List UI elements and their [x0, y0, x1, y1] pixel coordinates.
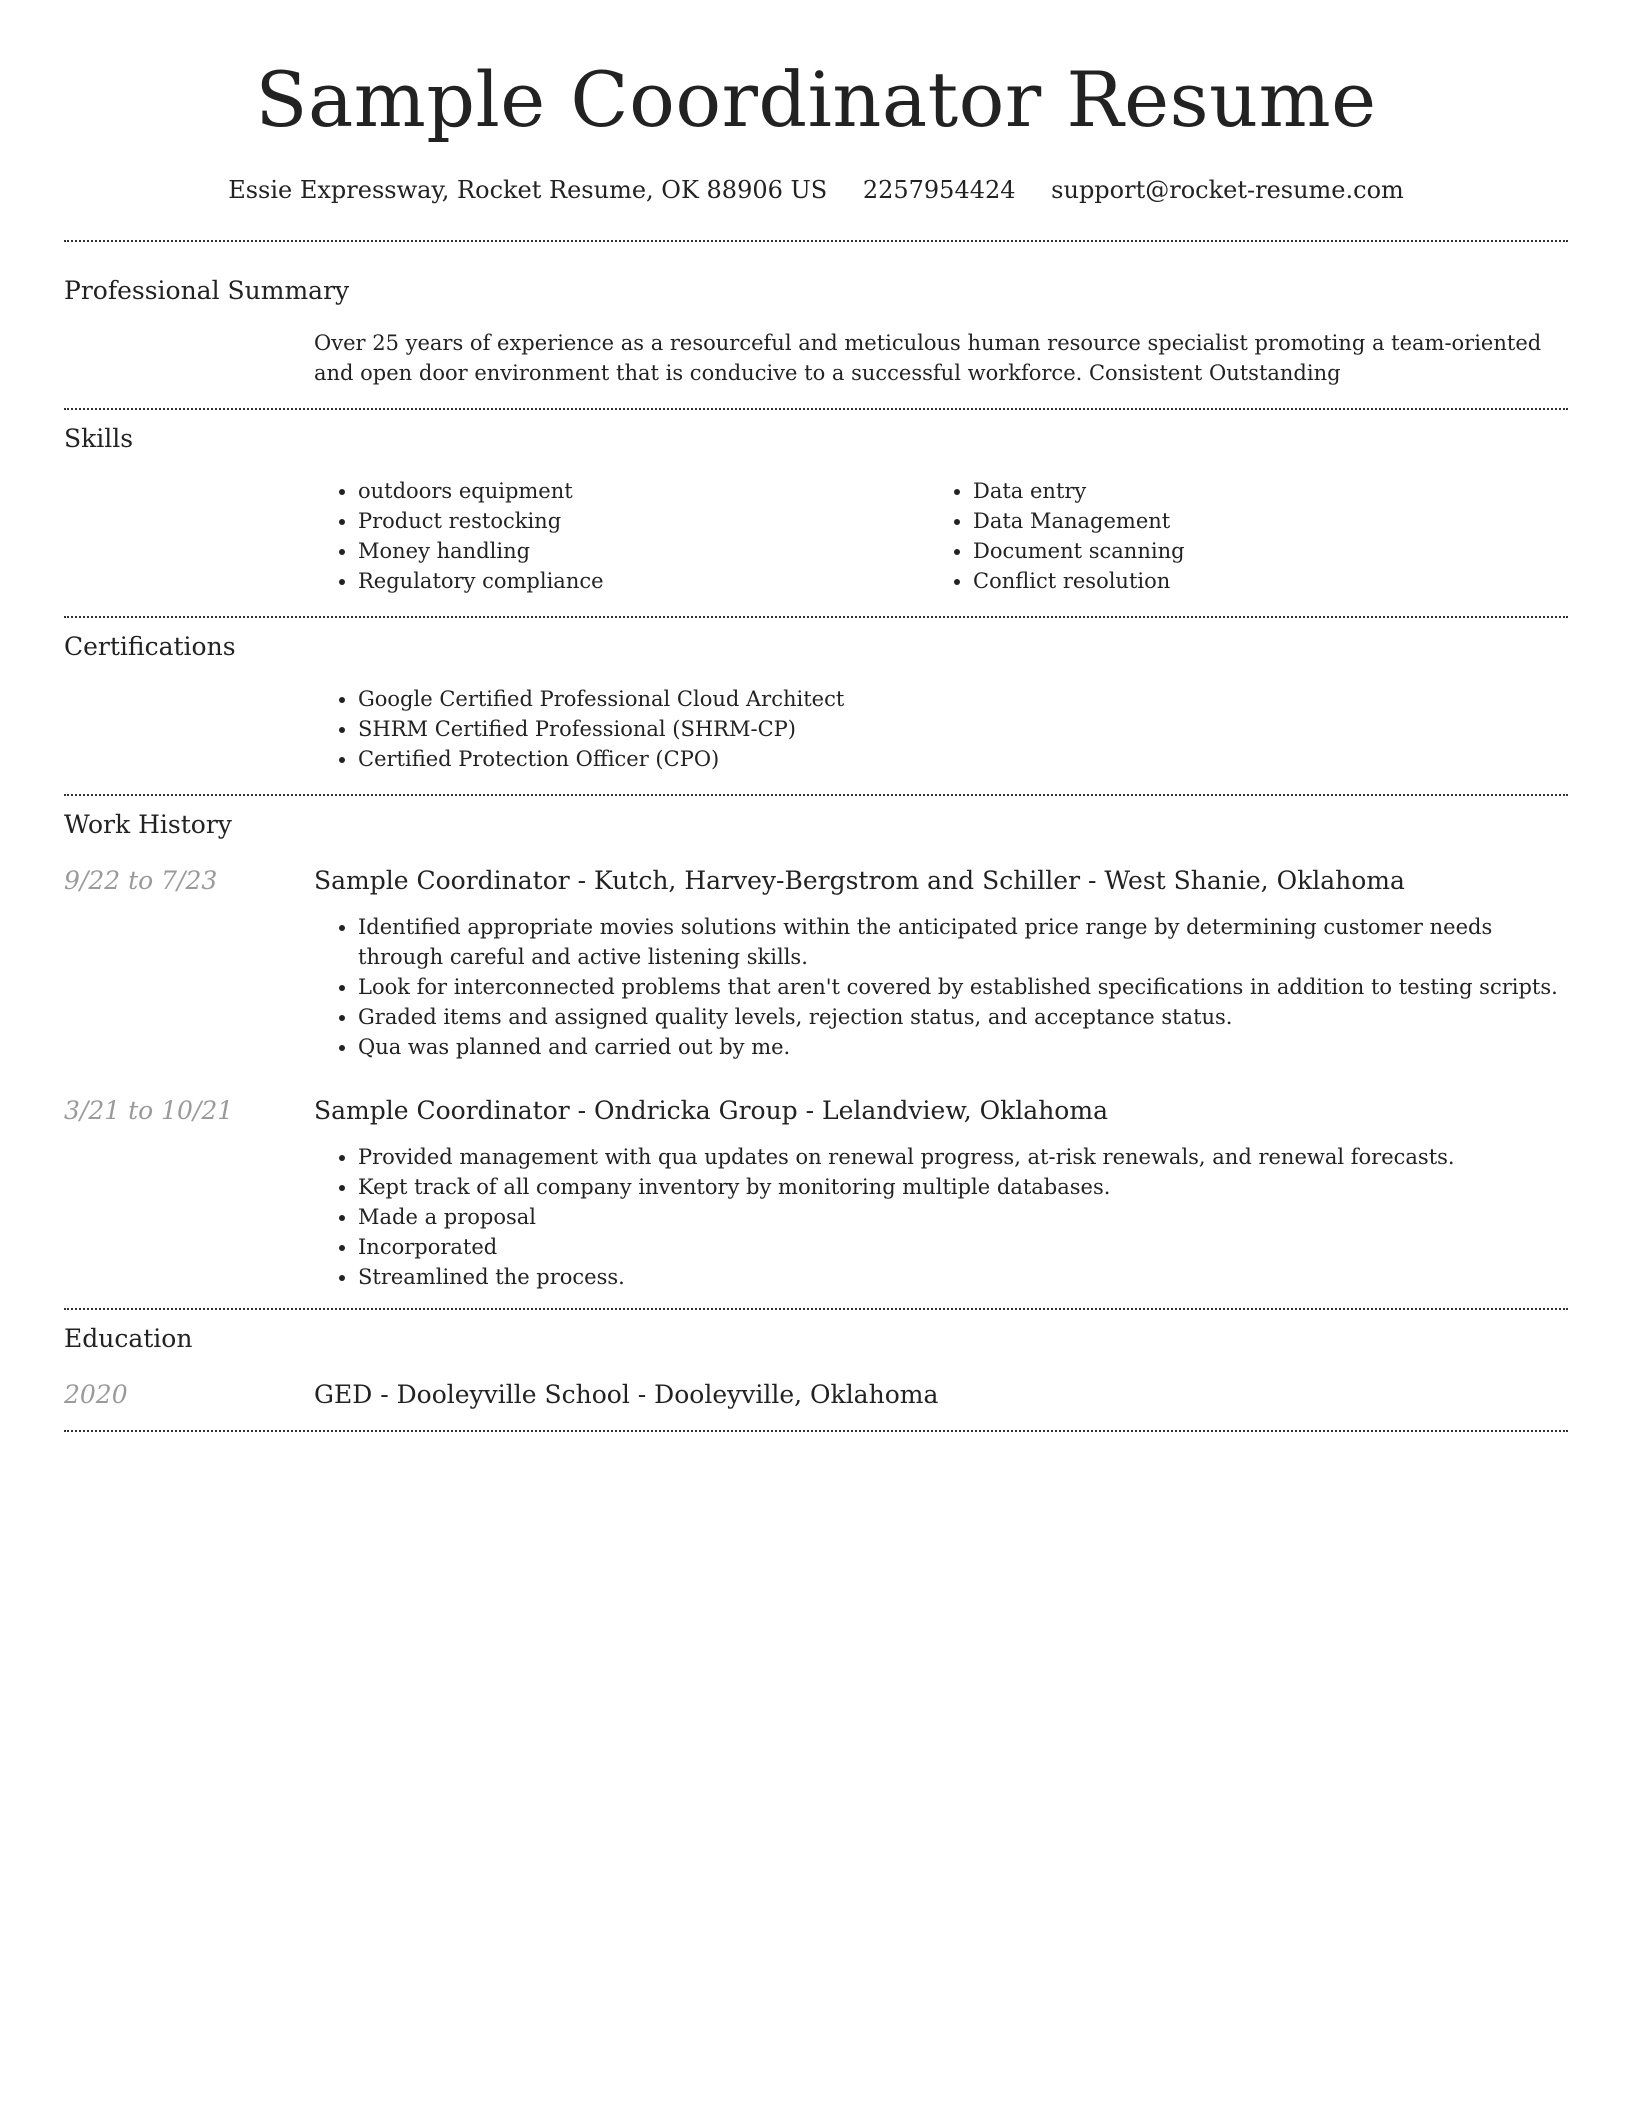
summary-text: Over 25 years of experience as a resourceful and meticulous human resource specialist promoting a team-oriented and open door environment that is conducive to a successful workforce. Consistent Outstanding: [314, 331, 1542, 385]
job-bullet-list: [314, 912, 1568, 1062]
certifications-body: [314, 684, 1568, 774]
certification-item: • Google Certified Professional Cloud Architect: [358, 684, 1568, 714]
section-heading-certifications: Certifications: [64, 632, 236, 661]
contact-email: support@rocket-resume.com: [1051, 176, 1404, 204]
job-bullet: • Qua was planned and carried out by me.: [358, 1032, 1568, 1062]
divider: [64, 1430, 1568, 1432]
work-section: [64, 796, 1568, 1308]
certification-item: • Certified Protection Officer (CPO): [358, 744, 1568, 774]
skill-item: • Regulatory compliance: [358, 566, 929, 596]
job-entry: [64, 1094, 1568, 1292]
education-year: 2020: [64, 1380, 128, 1409]
skill-item: • Conflict resolution: [973, 566, 1544, 596]
skill-item: • Product restocking: [358, 506, 929, 536]
contact-address: Essie Expressway, Rocket Resume, OK 88906 US: [228, 176, 828, 204]
contact-phone: 2257954424: [862, 176, 1016, 204]
job-dates: 9/22 to 7/23: [64, 866, 218, 895]
skills-list-right: [929, 476, 1544, 596]
education-title: GED - Dooleyville School - Dooleyville, Oklahoma: [314, 1380, 939, 1409]
education-section: [64, 1310, 1568, 1430]
skills-list-left: [314, 476, 929, 596]
certifications-section: [64, 618, 1568, 794]
job-bullet: • Streamlined the process.: [358, 1262, 1568, 1292]
job-title: Sample Coordinator - Ondricka Group - Lelandview, Oklahoma: [314, 1096, 1108, 1125]
skill-item: • Data Management: [973, 506, 1544, 536]
job-bullet: • Look for interconnected problems that aren't covered by established specifications in addition to testing scripts.: [358, 972, 1568, 1002]
job-bullet: • Incorporated: [358, 1232, 1568, 1262]
skill-item: • Money handling: [358, 536, 929, 566]
job-bullet: • Graded items and assigned quality levels, rejection status, and acceptance status.: [358, 1002, 1568, 1032]
job-bullet: • Made a proposal: [358, 1202, 1568, 1232]
job-header: [64, 864, 1568, 898]
skills-columns: [314, 476, 1568, 596]
skill-item: • outdoors equipment: [358, 476, 929, 506]
job-bullet: • Provided management with qua updates on renewal progress, at-risk renewals, and renewal forecasts.: [358, 1142, 1568, 1172]
skills-section: [64, 410, 1568, 616]
skill-item: • Data entry: [973, 476, 1544, 506]
section-heading-work: Work History: [64, 810, 232, 839]
job-bullet: • Identified appropriate movies solutions within the anticipated price range by determining customer needs through careful and active listening skills.: [358, 912, 1568, 972]
certifications-list: [314, 684, 1568, 774]
job-bullets: [314, 912, 1568, 1062]
skill-item: • Document scanning: [973, 536, 1544, 566]
summary-section: [64, 242, 1568, 408]
section-heading-skills: Skills: [64, 424, 134, 453]
job-entry: [64, 864, 1568, 1062]
job-bullet-list: [314, 1142, 1568, 1292]
resume-header: [64, 0, 1568, 206]
job-bullets: [314, 1142, 1568, 1292]
job-title: Sample Coordinator - Kutch, Harvey-Bergstrom and Schiller - West Shanie, Oklahoma: [314, 866, 1405, 895]
job-dates: 3/21 to 10/21: [64, 1096, 234, 1125]
job-bullet: • Kept track of all company inventory by monitoring multiple databases.: [358, 1172, 1568, 1202]
resume-title: Sample Coordinator Resume: [255, 55, 1377, 144]
section-heading-education: Education: [64, 1324, 193, 1353]
job-header: [64, 1094, 1568, 1128]
contact-line: [64, 174, 1568, 206]
certification-item: • SHRM Certified Professional (SHRM-CP): [358, 714, 1568, 744]
education-entry: [64, 1378, 1568, 1412]
section-heading-summary: Professional Summary: [64, 276, 350, 305]
